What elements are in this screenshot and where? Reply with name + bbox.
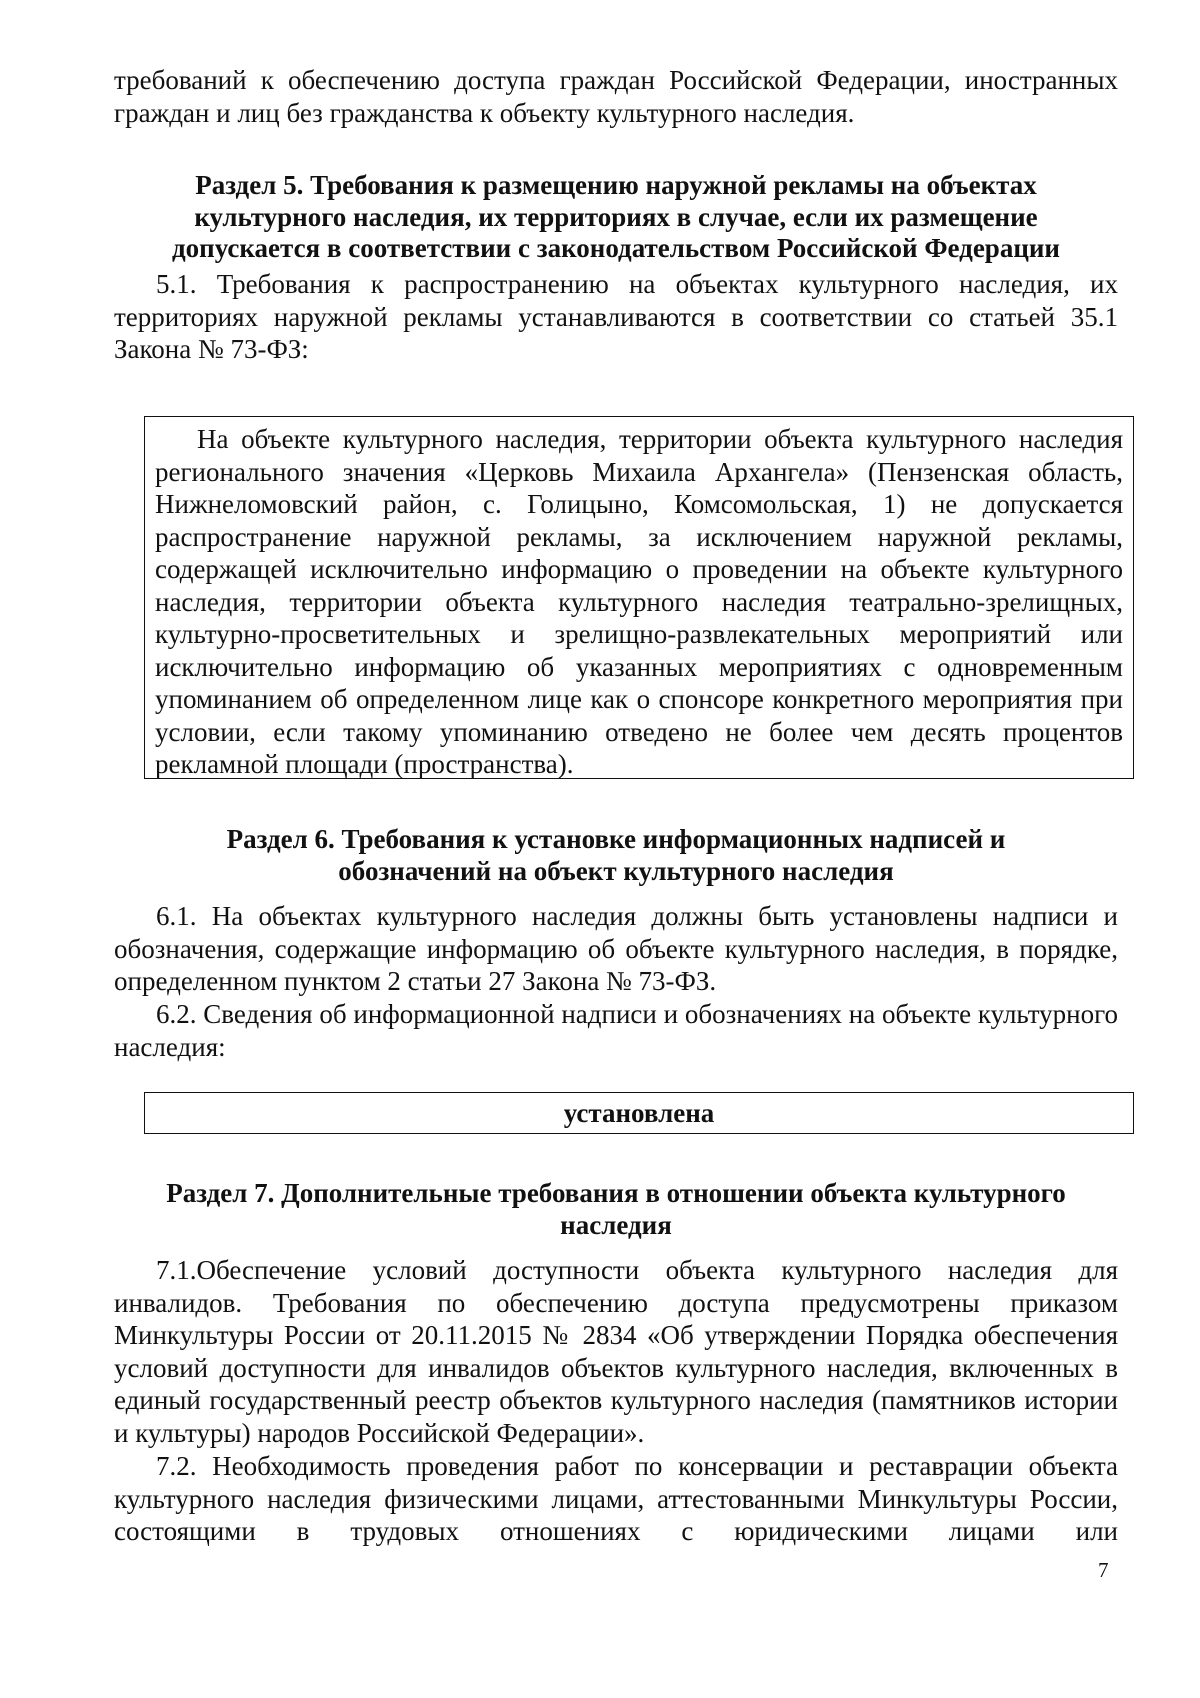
advertising-requirements-text: На объекте культурного наследия, территории объекта культурного наследия регионального значения «Церковь Михаила Архангела» (Пензенская область, Нижнеломовский район, с. Голицыно, Комсомольская, 1) не допускается распространение наружной рекламы, за исключением наружной рекламы, содержащей исключительно информацию о проведении на объекте культурного наследия, территории объекта культурного наследия театрально-зрелищных, культурно-просветительных и зрелищно-развлекательных мероприятий или исключительно информацию об указанных мероприятиях с одновременным упоминанием об определенном лице как о спонсоре конкретного мероприятия при условии, если такому упоминанию отведено не более чем десять процентов рекламной площади (пространства). bbox=[155, 424, 1123, 779]
paragraph-7-2: 7.2. Необходимость проведения работ по консервации и реставрации объекта культурного наследия физическими лицами, аттестованными Минкультуры России, состоящими в трудовых отношениях с юридическими лицами или bbox=[114, 1451, 1118, 1546]
paragraph-5-1: 5.1. Требования к распространению на объектах культурного наследия, их территориях наружной рекламы устанавливаются в соответствии со статьей 35.1 Закона № 73-ФЗ: bbox=[114, 269, 1118, 364]
advertising-requirements-box bbox=[144, 416, 1134, 779]
inscription-status-box bbox=[144, 1092, 1134, 1134]
paragraph-6-1: 6.1. На объектах культурного наследия должны быть установлены надписи и обозначения, содержащие информацию об объекте культурного наследия, в порядке, определенном пунктом 2 статьи 27 Закона № 73-ФЗ. bbox=[114, 901, 1118, 996]
page-number: 7 bbox=[1098, 1558, 1109, 1582]
inscription-status-value: установлена bbox=[563, 1097, 715, 1128]
paragraph-7-1: 7.1.Обеспечение условий доступности объекта культурного наследия для инвалидов. Требования по обеспечению доступа предусмотрены приказом Минкультуры России от 20.11.2015 № 2834 «Об утверждении Порядка обеспечения условий доступности для инвалидов объектов культурного наследия, включенных в единый государственный реестр объектов культурного наследия (памятников истории и культуры) народов Российской Федерации». bbox=[114, 1255, 1118, 1448]
section-7-heading: Раздел 7. Дополнительные требования в отношении объекта культурного наследия bbox=[166, 1178, 1066, 1240]
section-6-heading: Раздел 6. Требования к установке информационных надписей и обозначений на объект культурного наследия bbox=[226, 824, 1006, 886]
section-5-heading: Раздел 5. Требования к размещению наружной рекламы на объектах культурного наследия, их территориях в случае, если их размещение допускается в соответствии с законодательством Российской Федерации bbox=[171, 170, 1060, 263]
paragraph-6-2: 6.2. Сведения об информационной надписи и обозначениях на объекте культурного наследия: bbox=[114, 999, 1118, 1062]
paragraph-continuation: требований к обеспечению доступа граждан Российской Федерации, иностранных граждан и лиц без гражданства к объекту культурного наследия. bbox=[114, 65, 1118, 128]
